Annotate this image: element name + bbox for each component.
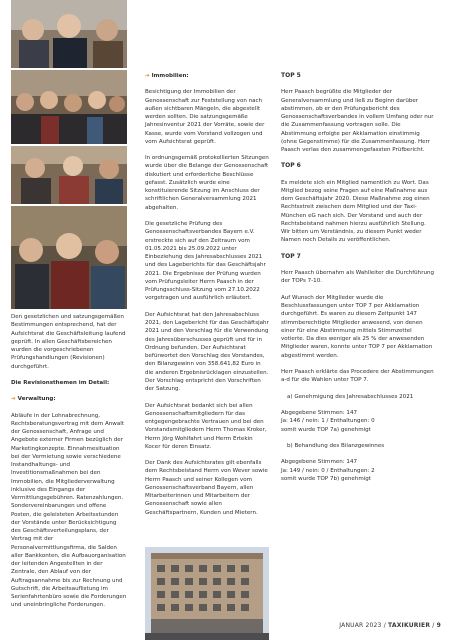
footer-page-number: 9 [436, 622, 441, 629]
votes-a [281, 409, 436, 434]
paragraph-top6: Es meldete sich ein Mitglied namentlich zu Wort. Das Mitglied bezog seine Fragen auf eine Maßnahme aus dem Geschäftsjahr 2020. Diese Maßnahme zog einen Rechtsstreit zwischen dem Mitglied und der Taxi-München eG nach sich. Der Vorstand und auch der Rechtsbeistand nahmen hierzu ausführlich Stellung. Wir bitten um Verständnis, zu diesem Punkt weder Namen noch Details zu veröffentlichen. [281, 179, 430, 244]
footer-separator: / [383, 622, 389, 629]
votes-a-breakdown: Ja: 146 / nein: 1 / Enthaltungen: 0 [281, 418, 375, 425]
member-photo-1 [11, 0, 127, 68]
item-a-label: a) Genehmigung des Jahresabschlusses 2021 [287, 393, 414, 400]
paragraph-top7-wahlleiter: Herr Paasch übernahm als Wahlleiter die Durchführung der TOPs 7-10. [281, 270, 435, 285]
votes-a-total: Abgegebene Stimmen: 147 [281, 410, 357, 417]
column-2 [145, 72, 269, 525]
votes-b-total: Abgegebene Stimmen: 147 [281, 459, 357, 466]
member-photo-2 [11, 70, 127, 144]
immobilien-label: Immobilien: [151, 73, 189, 79]
immobilien-heading [145, 72, 269, 80]
votes-b-breakdown: Ja: 149 / nein: 0 / Enthaltungen: 2 [281, 467, 375, 474]
member-photo-3 [11, 146, 127, 204]
paragraph-pruefung: Die gesetzliche Prüfung des Genossenschaftsverbandes Bayern e.V. erstreckte sich auf den Zeitraum vom 01.05.2021 bis 25.09.2022 unter Einbeziehung des Jahresabschlusses 2021 und des Lageberichts für das Geschäftsjahr 2021. Die Ergebnisse der Prüfung wurden vom Prüfungsleiter Herrn Paasch in der Prüfungsschluss-Sitzung vom 27.10.2022 vorgetragen und ausführlich erläutert. [145, 221, 266, 302]
verwaltung-label: Verwaltung: [17, 396, 56, 403]
member-photo-4 [11, 206, 127, 309]
member-photo-collage [11, 0, 127, 309]
page-footer [339, 622, 441, 629]
paragraph-top7-procedere: Herr Paasch erklärte das Procedere der Abstimmungen a-d für die Wahlen unter TOP 7. [281, 369, 434, 384]
arrow-right-icon: ➔ [11, 396, 18, 403]
paragraph-dank-mitglieder: Der Aufsichtsrat bedankt sich bei allen Genossenschaftsmitgliedern für das entgegengebrachte Vertrauen und bei den Vorstandsmitgliedern Herrn Thomas Kroker, Herrn Jörg Wohlfahrt und Herrn Ertekin Kocer für deren Einsatz. [145, 402, 267, 450]
top6-heading: TOP 6 [281, 162, 301, 170]
paragraph-top7-akklamation: Auf Wunsch der Mitglieder wurde die Beschlussfassungen unter TOP 7 per Akklamation durchgeführt. Es waren zu diesem Zeitpunkt 147 stimmberechtigte Mitglieder anwesend, von denen einer für eine Abstimmung mittels Stimmzettel votierte. Da dies weniger als 25 % der anwesenden Mitglieder waren, konnte unter TOP 7 per Akklamation abgestimmt werden. [281, 294, 433, 359]
arrow-right-icon: ➔ [145, 73, 152, 79]
paragraph-sitzungen: In ordnungsgemäß protokollierten Sitzungen wurde über die Belange der Genossenschaft diskutiert und erforderliche Beschlüsse gefasst. Zusätzlich wurde eine konstituierende Sitzung im Anschluss der schriftlichen Generalversammlung 2021 abgehalten. [145, 155, 269, 211]
paragraph-verwaltung: Abläufe in der Lohnabrechnung, Rechtsberatungsvertrag mit dem Anwalt der Genossenschaft, Anfrage und Angebote externer Firmen bezüglich der Marketingkonzepte. Einnahmesituation bei der Vermietung sowie verschiedene Instandhaltungs- und Investitionsmaßnahmen bei den Immobilien, die Mitgliederverwaltung inklusive des Eingangs der Vermittlungsgebühren. Ratenzahlungen. Sondervereinbarungen und offene Posten, die geleisteten Arbeitsstunden der Vorstände unter Berücksichtigung des Geschäftsverteilungsplans, der Vertrag mit der Personalvermittlungsfirma, die Salden aller Bankkonten, die Aufbauorganisation der leitenden Angestellten in der Zentrale, den Ablauf von der Auftragsannahme bis zur Rechnung und Gutschrift, die Arbeitsauflistung im Serienfahrtenbüro sowie die Forderungen und uneinbringliche Forderungen. [11, 412, 127, 609]
verwaltung-heading [11, 395, 127, 403]
paragraph-jahresabschluss: Der Aufsichtsrat hat den Jahresabschluss 2021, den Lagebericht für das Geschäftsjahr 2021 und den Vorschlag für die Verwendung des Jahresüberschusses geprüft und für in Ordnung befunden. Der Aufsichtsrat befürwortet den Vorschlag des Vorstandes, den Bilanzgewinn von 358.641,82 Euro in die anderen Ergebnisrücklagen einzustellen. Der Vorschlag entspricht den Vorschriften der Satzung. [145, 311, 269, 393]
footer-date: JANUAR 2023 [339, 622, 382, 629]
footer-separator: / [432, 622, 437, 629]
column-1 [11, 313, 127, 618]
item-b-label: b) Behandlung des Bilanzgewinnes [287, 442, 385, 449]
section-heading-revisions: Die Revisionsthemen im Detail: [11, 379, 110, 386]
votes-b-result: somit wurde TOP 7b) genehmigt [281, 475, 371, 482]
votes-a-result: somit wurde TOP 7a) genehmigt [281, 426, 371, 433]
column-3 [281, 72, 436, 483]
top5-heading: TOP 5 [281, 72, 301, 79]
building-photo [145, 547, 269, 640]
footer-magazine: TAXIKURIER [388, 622, 431, 629]
top7-heading: TOP 7 [281, 252, 301, 260]
paragraph-dank-rechtsbeistand: Der Dank des Aufsichtsrates gilt ebenfalls dem Rechtsbeistand Herrn von Wever sowie Herrn Paasch und seiner Kollegen vom Genossenschaftsverband Bayern, allen Mitarbeiterinnen und Mitarbeitern der Genossenschaft sowie allen Geschäftspartnern, Kunden und Mietern. [145, 460, 268, 516]
paragraph-top5: Herr Paasch begrüßte die Mitglieder der Generalversammlung und ließ zu Beginn darüber abstimmen, ob er den Prüfungsbericht des Genossenschaftsverbandes in vollem Umfang oder nur die Zusammenfassung vortragen solle. Die Abstimmung erfolgte per Akklamation einstimmig (ohne Gegenstimme) für die Zusammenfassung. Herr Paasch verlas den zusammengefassten Prüfbericht. [281, 89, 434, 153]
paragraph-immobilien: Besichtigung der Immobilien der Genossenschaft zur Feststellung von nach außen sichtbaren Mängeln, die abgestellt werden sollten. Die satzungsgemäße Jahresinventur 2021 der Vorräte, sowie der Kasse, wurde vom Vorstand vollzogen und vom Aufsichtsrat geprüft. [145, 89, 265, 145]
votes-b [281, 458, 436, 483]
paragraph-audit-intro: Den gesetzlichen und satzungsgemäßen Bestimmungen entsprechend, hat der Aufsichtsrat die Geschäftsleitung laufend geprüft. In allen Geschäftsbereichen wurden die vorgeschriebenen Prüfungshandlungen (Revisionen) durchgeführt. [11, 314, 126, 370]
